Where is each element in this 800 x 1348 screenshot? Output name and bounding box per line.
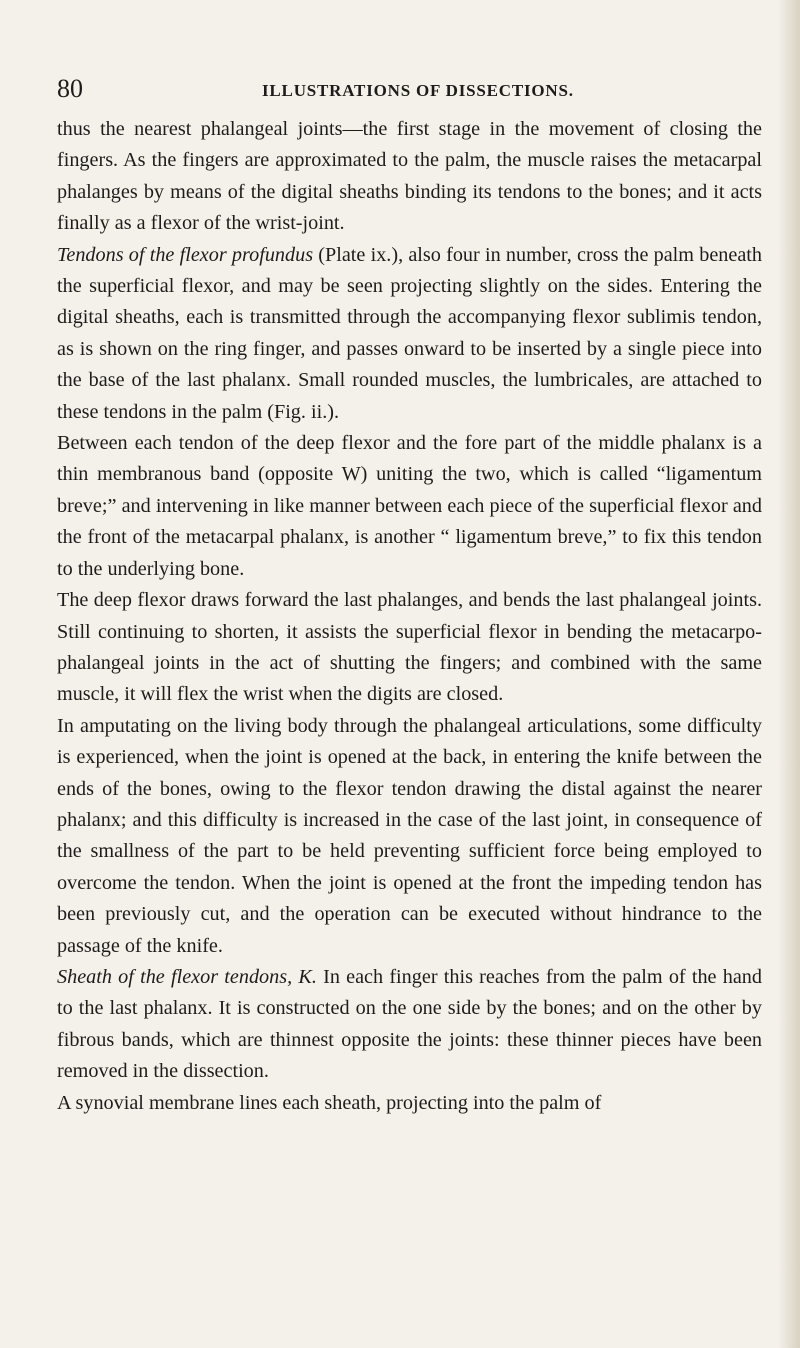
paragraph-text: In amputating on the living body through the phalangeal articulations, some difficulty is experienced, when the joint is opened at the back, in entering the knife between the ends of the bones, owing to the flexor tendon drawing the distal against the nearer phalanx; and this difficulty is increased in the case of the last joint, in consequence of the smallness of the part to be held preventing sufficient force being employed to overcome the tendon. When the joint is opened at the front the impeding tendon has been previously cut, and the operation can be executed without hindrance to the passage of the knife. bbox=[57, 714, 762, 957]
paragraph bbox=[57, 1088, 762, 1119]
paragraph bbox=[57, 962, 762, 1088]
paragraph bbox=[57, 711, 762, 962]
paragraph bbox=[57, 428, 762, 585]
section-heading: Tendons of the flexor profundus bbox=[57, 243, 314, 266]
paragraph bbox=[57, 114, 762, 240]
paragraph-text: (Plate ix.), also four in number, cross the palm beneath the superficial flexor, and may be seen projecting slightly on the sides. Entering the digital sheaths, each is transmitted through the accompanying flexor sublimis tendon, as is shown on the ring finger, and passes onward to be inserted by a single piece into the base of the last phalanx. Small rounded muscles, the lumbricales, are attached to these tendons in the palm (Fig. ii.). bbox=[57, 243, 762, 423]
page-edge-shadow bbox=[778, 0, 800, 1348]
paragraph bbox=[57, 585, 762, 711]
paragraph-text: thus the nearest phalangeal joints—the first stage in the movement of closing the fingers. As the fingers are approximated to the palm, the muscle raises the metacarpal phalanges by means of the digital sheaths binding its tendons to the bones; and it acts finally as a flexor of the wrist-joint. bbox=[57, 118, 762, 235]
paragraph-text: In each finger this reaches from the palm of the hand to the last phalanx. It is constructed on the one side by the bones; and on the other by fibrous bands, which are thinnest opposite the joints: these thinner pieces have been removed in the dissection. bbox=[57, 965, 762, 1083]
section-heading: Sheath of the flexor tendons, K. bbox=[57, 965, 317, 988]
running-header bbox=[57, 74, 757, 104]
paragraph-text: A synovial membrane lines each sheath, projecting into the palm of bbox=[57, 1091, 602, 1114]
header-title: ILLUSTRATIONS OF DISSECTIONS. bbox=[262, 81, 574, 100]
body-text bbox=[57, 114, 762, 1119]
page-number: 80 bbox=[57, 74, 83, 103]
paragraph-text: The deep flexor draws forward the last phalanges, and bends the last phalangeal joints. Still continuing to shorten, it assists the superficial flexor in bending the metacarpo-phalangeal joints in the act of shutting the fingers; and combined with the same muscle, it will flex the wrist when the digits are closed. bbox=[57, 589, 762, 706]
paragraph bbox=[57, 240, 762, 428]
paragraph-text: Between each tendon of the deep flexor and the fore part of the middle phalanx is a thin membranous band (opposite W) uniting the two, which is called “ligamentum breve;” and intervening in like manner between each piece of the superficial flexor and the front of the metacarpal phalanx, is another “ ligamentum breve,” to fix this tendon to the underlying bone. bbox=[57, 432, 762, 580]
